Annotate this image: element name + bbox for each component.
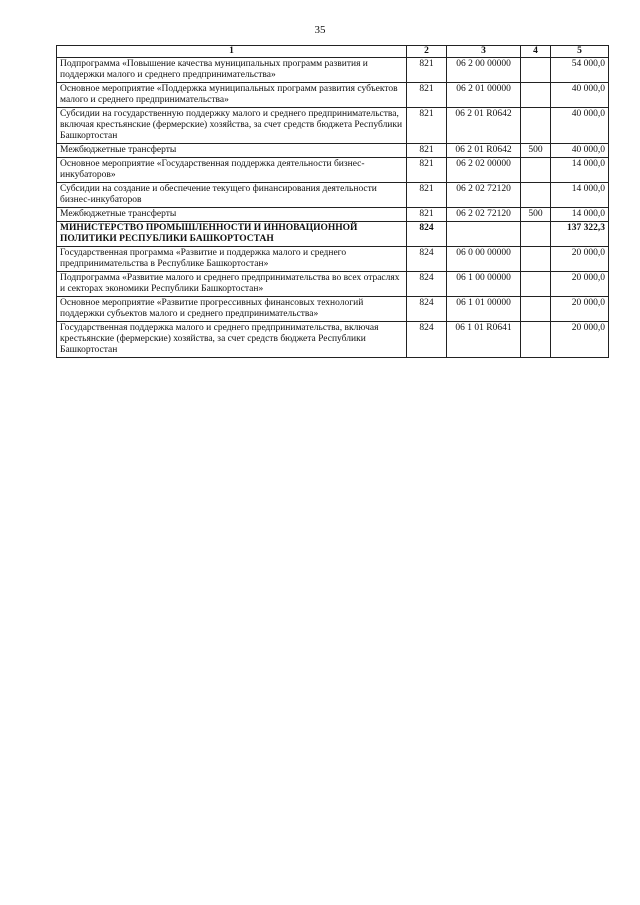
header-col-5: 5 xyxy=(551,46,609,58)
row-expense-type-cell xyxy=(521,247,551,272)
row-name-cell: Подпрограмма «Повышение качества муниципальных программ развития и поддержки малого и среднего предпринимательства» xyxy=(57,58,407,83)
row-name-cell: Основное мероприятие «Государственная поддержка деятельности бизнес-инкубаторов» xyxy=(57,158,407,183)
table-row xyxy=(57,297,609,322)
row-expense-type-cell xyxy=(521,83,551,108)
row-expense-type-cell: 500 xyxy=(521,144,551,158)
row-name-cell: Государственная программа «Развитие и поддержка малого и среднего предпринимательства в Республике Башкортостан» xyxy=(57,247,407,272)
row-ministry-code-cell: 821 xyxy=(407,144,447,158)
table-row xyxy=(57,83,609,108)
header-col-3: 3 xyxy=(447,46,521,58)
row-target-article-cell: 06 2 00 00000 xyxy=(447,58,521,83)
row-name-cell: Подпрограмма «Развитие малого и среднего предпринимательства во всех отраслях и секторах экономики Республики Башкортостан» xyxy=(57,272,407,297)
row-name-cell: Основное мероприятие «Поддержка муниципальных программ развития субъектов малого и среднего предпринимательства» xyxy=(57,83,407,108)
row-expense-type-cell: 500 xyxy=(521,208,551,222)
table-row xyxy=(57,322,609,358)
row-amount-cell: 14 000,0 xyxy=(551,183,609,208)
row-ministry-code-cell: 821 xyxy=(407,208,447,222)
table-row xyxy=(57,183,609,208)
row-target-article-cell: 06 1 00 00000 xyxy=(447,272,521,297)
row-amount-cell: 137 322,3 xyxy=(551,222,609,247)
header-col-4: 4 xyxy=(521,46,551,58)
row-amount-cell: 40 000,0 xyxy=(551,108,609,144)
row-ministry-code-cell: 821 xyxy=(407,83,447,108)
row-expense-type-cell xyxy=(521,158,551,183)
row-name-cell: Государственная поддержка малого и среднего предпринимательства, включая крестьянские (фермерские) хозяйства, за счет средств бюджета Республики Башкортостан xyxy=(57,322,407,358)
table-body xyxy=(57,58,609,358)
budget-table xyxy=(56,45,609,358)
row-name-cell: Субсидии на создание и обеспечение текущего финансирования деятельности бизнес-инкубаторов xyxy=(57,183,407,208)
row-amount-cell: 20 000,0 xyxy=(551,272,609,297)
table-row xyxy=(57,247,609,272)
row-amount-cell: 14 000,0 xyxy=(551,158,609,183)
row-expense-type-cell xyxy=(521,272,551,297)
row-target-article-cell: 06 1 01 00000 xyxy=(447,297,521,322)
header-col-1: 1 xyxy=(57,46,407,58)
row-ministry-code-cell: 824 xyxy=(407,247,447,272)
row-amount-cell: 20 000,0 xyxy=(551,247,609,272)
row-amount-cell: 40 000,0 xyxy=(551,83,609,108)
row-name-cell: МИНИСТЕРСТВО ПРОМЫШЛЕННОСТИ И ИННОВАЦИОННОЙ ПОЛИТИКИ РЕСПУБЛИКИ БАШКОРТОСТАН xyxy=(57,222,407,247)
row-amount-cell: 14 000,0 xyxy=(551,208,609,222)
row-expense-type-cell xyxy=(521,183,551,208)
row-expense-type-cell xyxy=(521,222,551,247)
row-amount-cell: 20 000,0 xyxy=(551,297,609,322)
table-row xyxy=(57,222,609,247)
table-row xyxy=(57,58,609,83)
row-name-cell: Межбюджетные трансферты xyxy=(57,208,407,222)
row-target-article-cell: 06 2 01 R0642 xyxy=(447,144,521,158)
row-expense-type-cell xyxy=(521,322,551,358)
row-target-article-cell: 06 0 00 00000 xyxy=(447,247,521,272)
row-ministry-code-cell: 821 xyxy=(407,183,447,208)
row-target-article-cell: 06 1 01 R0641 xyxy=(447,322,521,358)
row-ministry-code-cell: 824 xyxy=(407,272,447,297)
row-expense-type-cell xyxy=(521,108,551,144)
table-header-row xyxy=(57,46,609,58)
row-target-article-cell: 06 2 02 00000 xyxy=(447,158,521,183)
table-row xyxy=(57,144,609,158)
row-target-article-cell: 06 2 01 00000 xyxy=(447,83,521,108)
header-col-2: 2 xyxy=(407,46,447,58)
row-target-article-cell: 06 2 02 72120 xyxy=(447,183,521,208)
table-row xyxy=(57,158,609,183)
row-target-article-cell: 06 2 02 72120 xyxy=(447,208,521,222)
row-target-article-cell xyxy=(447,222,521,247)
table-row xyxy=(57,108,609,144)
row-name-cell: Межбюджетные трансферты xyxy=(57,144,407,158)
row-ministry-code-cell: 824 xyxy=(407,322,447,358)
row-target-article-cell: 06 2 01 R0642 xyxy=(447,108,521,144)
row-ministry-code-cell: 821 xyxy=(407,158,447,183)
row-ministry-code-cell: 824 xyxy=(407,222,447,247)
page-number: 35 xyxy=(314,24,326,36)
row-amount-cell: 40 000,0 xyxy=(551,144,609,158)
row-expense-type-cell xyxy=(521,297,551,322)
row-ministry-code-cell: 821 xyxy=(407,58,447,83)
row-amount-cell: 54 000,0 xyxy=(551,58,609,83)
row-expense-type-cell xyxy=(521,58,551,83)
row-ministry-code-cell: 824 xyxy=(407,297,447,322)
row-ministry-code-cell: 821 xyxy=(407,108,447,144)
row-name-cell: Основное мероприятие «Развитие прогрессивных финансовых технологий поддержки субъектов малого и среднего предпринимательства» xyxy=(57,297,407,322)
row-name-cell: Субсидии на государственную поддержку малого и среднего предпринимательства, включая крестьянские (фермерские) хозяйства, за счет средств бюджета Республики Башкортостан xyxy=(57,108,407,144)
table-row xyxy=(57,208,609,222)
row-amount-cell: 20 000,0 xyxy=(551,322,609,358)
table-row xyxy=(57,272,609,297)
